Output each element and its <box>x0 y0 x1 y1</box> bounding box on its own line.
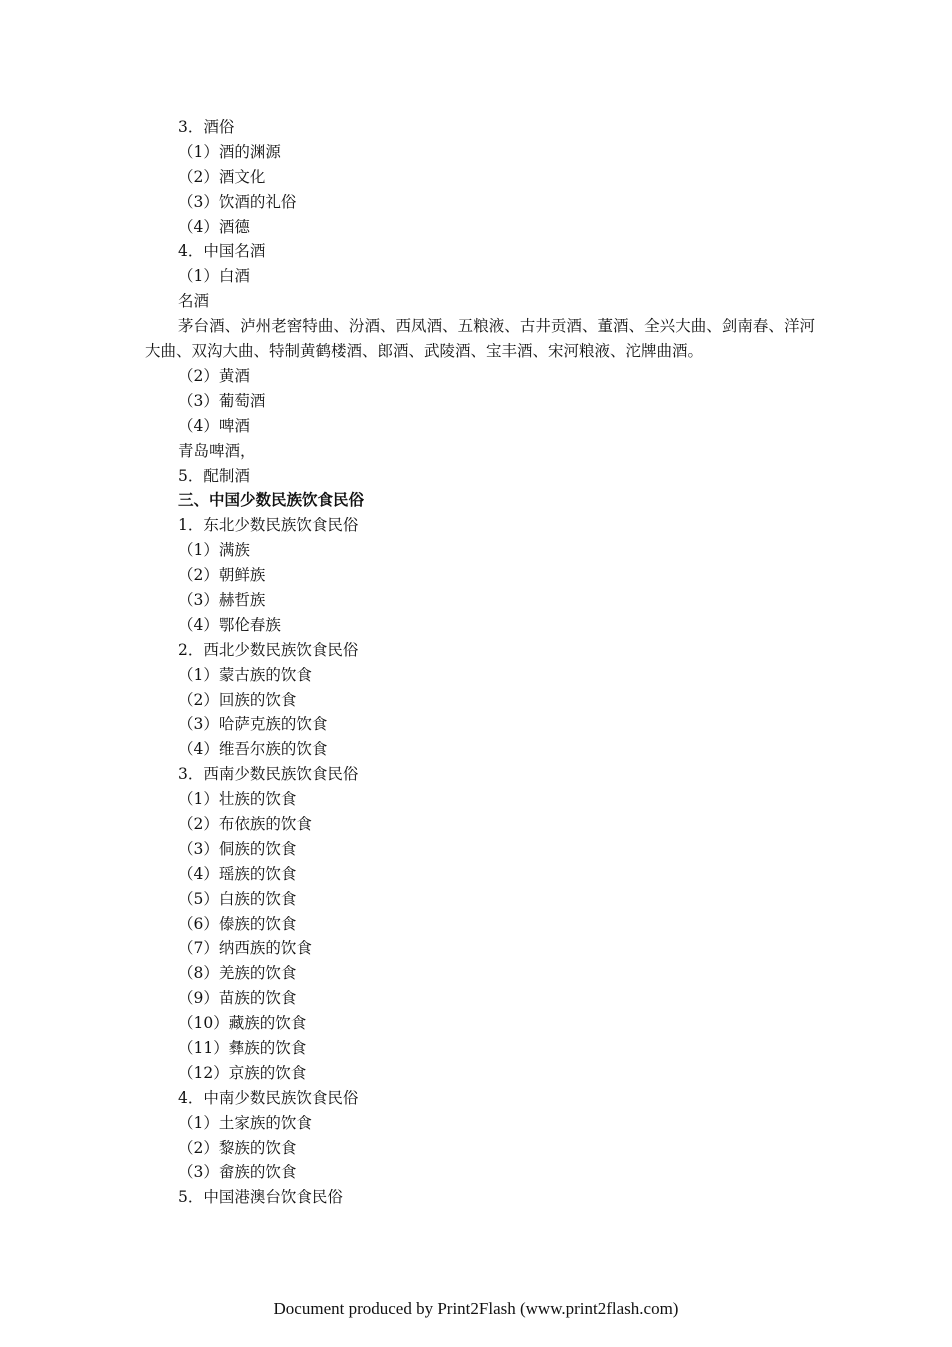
text-line: （2）朝鲜族 <box>178 566 266 585</box>
text-line: （7）纳西族的饮食 <box>178 939 312 958</box>
text-line: （1）酒的渊源 <box>178 142 281 161</box>
text-line: （12）京族的饮食 <box>178 1063 307 1082</box>
text-line: （1）白酒 <box>178 267 250 286</box>
famous-liquor-paragraph: 茅台酒、泸州老窖特曲、汾酒、西凤酒、五粮液、古井贡酒、董酒、全兴大曲、剑南春、洋河大曲、双沟大曲、特制黄鹤楼酒、郎酒、武陵酒、宝丰酒、宋河粮液、沱牌曲酒。 <box>145 317 815 361</box>
text-line: 3．酒俗 <box>178 118 235 136</box>
text-line: （4）酒德 <box>178 217 250 236</box>
text-line: （4）啤酒 <box>178 416 250 435</box>
text-line: （10）藏族的饮食 <box>178 1014 307 1033</box>
text-line: （2）布依族的饮食 <box>178 814 312 833</box>
lines-top <box>145 115 815 314</box>
document-body <box>145 115 815 1210</box>
text-line: 2．西北少数民族饮食民俗 <box>178 640 359 659</box>
text-line: 1．东北少数民族饮食民俗 <box>178 516 359 535</box>
text-line: 5．中国港澳台饮食民俗 <box>178 1188 343 1207</box>
text-line: （1）土家族的饮食 <box>178 1113 312 1132</box>
text-line: 4．中南少数民族饮食民俗 <box>178 1088 359 1107</box>
text-line: （3）哈萨克族的饮食 <box>178 715 328 734</box>
text-line: （4）鄂伦春族 <box>178 615 281 634</box>
text-line: 4．中国名酒 <box>178 242 266 261</box>
lines-mid <box>145 364 815 488</box>
footer-credit: Document produced by Print2Flash (www.print2flash.com) <box>273 1299 679 1318</box>
text-line: 名酒 <box>178 292 210 311</box>
text-line: （3）葡萄酒 <box>178 391 266 410</box>
text-line: 5．配制酒 <box>178 466 250 485</box>
text-line: （3）赫哲族 <box>178 590 266 609</box>
text-line: （2）回族的饮食 <box>178 690 297 709</box>
text-line: （2）黄酒 <box>178 366 250 385</box>
text-line: （5）白族的饮食 <box>178 889 297 908</box>
text-line: （3）侗族的饮食 <box>178 839 297 858</box>
text-line: （3）畲族的饮食 <box>178 1163 297 1182</box>
text-line: （4）维吾尔族的饮食 <box>178 740 328 759</box>
text-line: （9）苗族的饮食 <box>178 989 297 1008</box>
text-line: （2）酒文化 <box>178 167 266 186</box>
lines-bottom <box>145 513 815 1210</box>
text-line: （2）黎族的饮食 <box>178 1138 297 1157</box>
text-line: 青岛啤酒， <box>178 441 256 460</box>
text-line: （8）羌族的饮食 <box>178 964 297 983</box>
section-heading: 三、中国少数民族饮食民俗 <box>178 490 365 510</box>
text-line: （6）傣族的饮食 <box>178 914 297 933</box>
text-line: 3．西南少数民族饮食民俗 <box>178 765 359 784</box>
text-line: （11）彝族的饮食 <box>178 1038 307 1057</box>
text-line: （1）壮族的饮食 <box>178 790 297 809</box>
text-line: （4）瑶族的饮食 <box>178 864 297 883</box>
text-line: （1）蒙古族的饮食 <box>178 665 312 684</box>
text-line: （1）满族 <box>178 541 250 560</box>
text-line: （3）饮酒的礼俗 <box>178 192 297 211</box>
